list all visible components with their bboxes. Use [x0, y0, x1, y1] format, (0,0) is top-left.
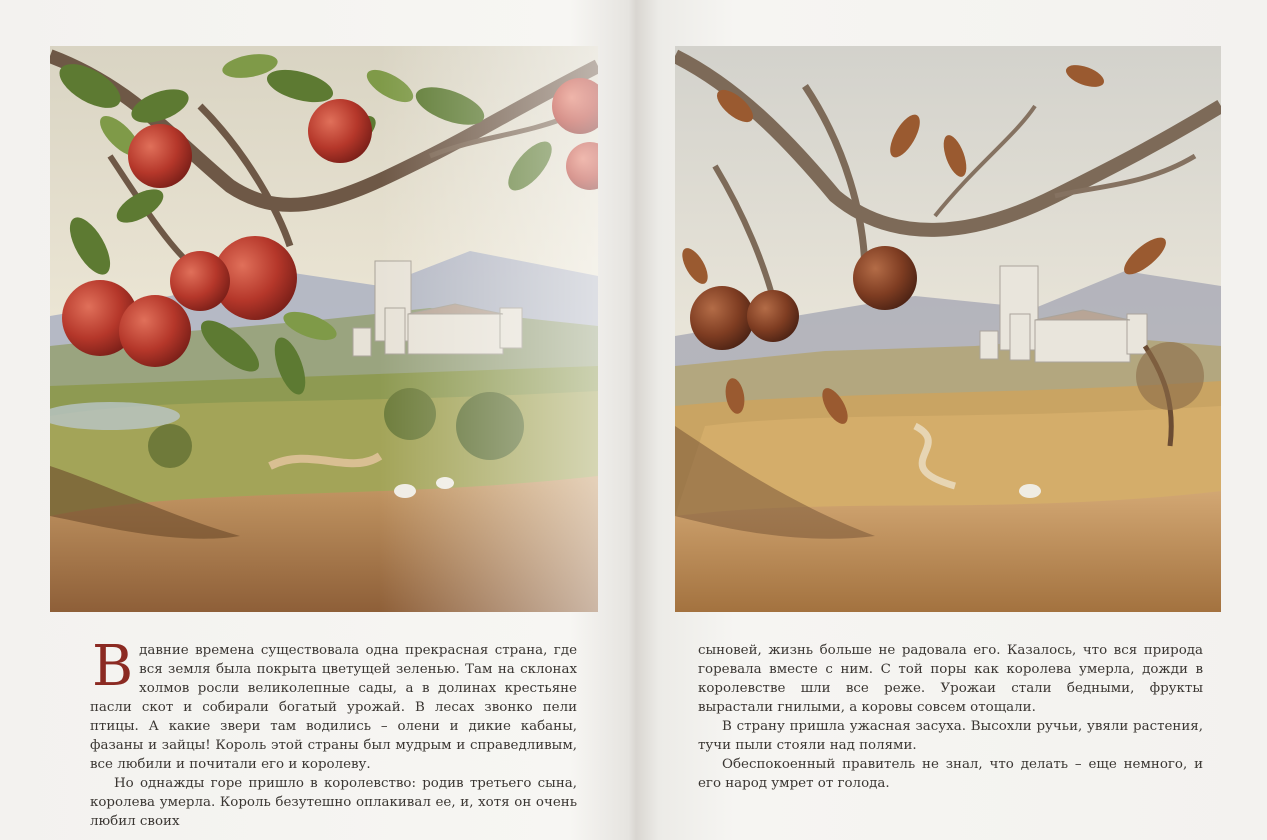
paragraph-ruler: Обеспокоенный правитель не знал, что делать – еще немного, и его народ умрет от голода.	[698, 757, 1203, 791]
illustration-green-orchard	[50, 46, 598, 612]
left-page	[0, 0, 633, 840]
right-page-text	[698, 641, 1203, 793]
paragraph-continued: сыновей, жизнь больше не радовала его. Казалось, что вся природа горевала вместе с ним. С той поры как королева умерла, дожди в королевстве шли все реже. Урожаи стали бедными, фрукты вырастали гнилыми, а коровы совсем отощали.	[698, 643, 1203, 715]
paragraph-opening	[90, 634, 577, 774]
paragraph-2: Но однажды горе пришло в королевство: родив третьего сына, королева умерла. Король безутешно оплакивал ее, и, хотя он очень любил своих	[90, 776, 577, 829]
drought-castle-painting	[675, 46, 1221, 612]
drop-cap-letter: В	[92, 634, 134, 699]
right-page	[634, 0, 1267, 840]
illustration-withered-orchard	[675, 46, 1221, 612]
paragraph-drought: В страну пришла ужасная засуха. Высохли ручьи, увяли растения, тучи пыли стояли над полями.	[698, 719, 1203, 753]
left-page-text	[90, 634, 577, 831]
orchard-castle-painting	[50, 46, 598, 612]
paragraph-1-text: давние времена существовала одна прекрасная страна, где вся земля была покрыта цветущей зеленью. Там на склонах холмов росли великолепные сады, а в долинах крестьяне пасли скот и собирали богатый урожай. В лесах звонко пели птицы. А какие звери там водились – олени и дикие кабаны, фазаны и зайцы! Король этой страны был мудрым и справедливым, все любили и почитали его и королеву.	[90, 643, 577, 772]
